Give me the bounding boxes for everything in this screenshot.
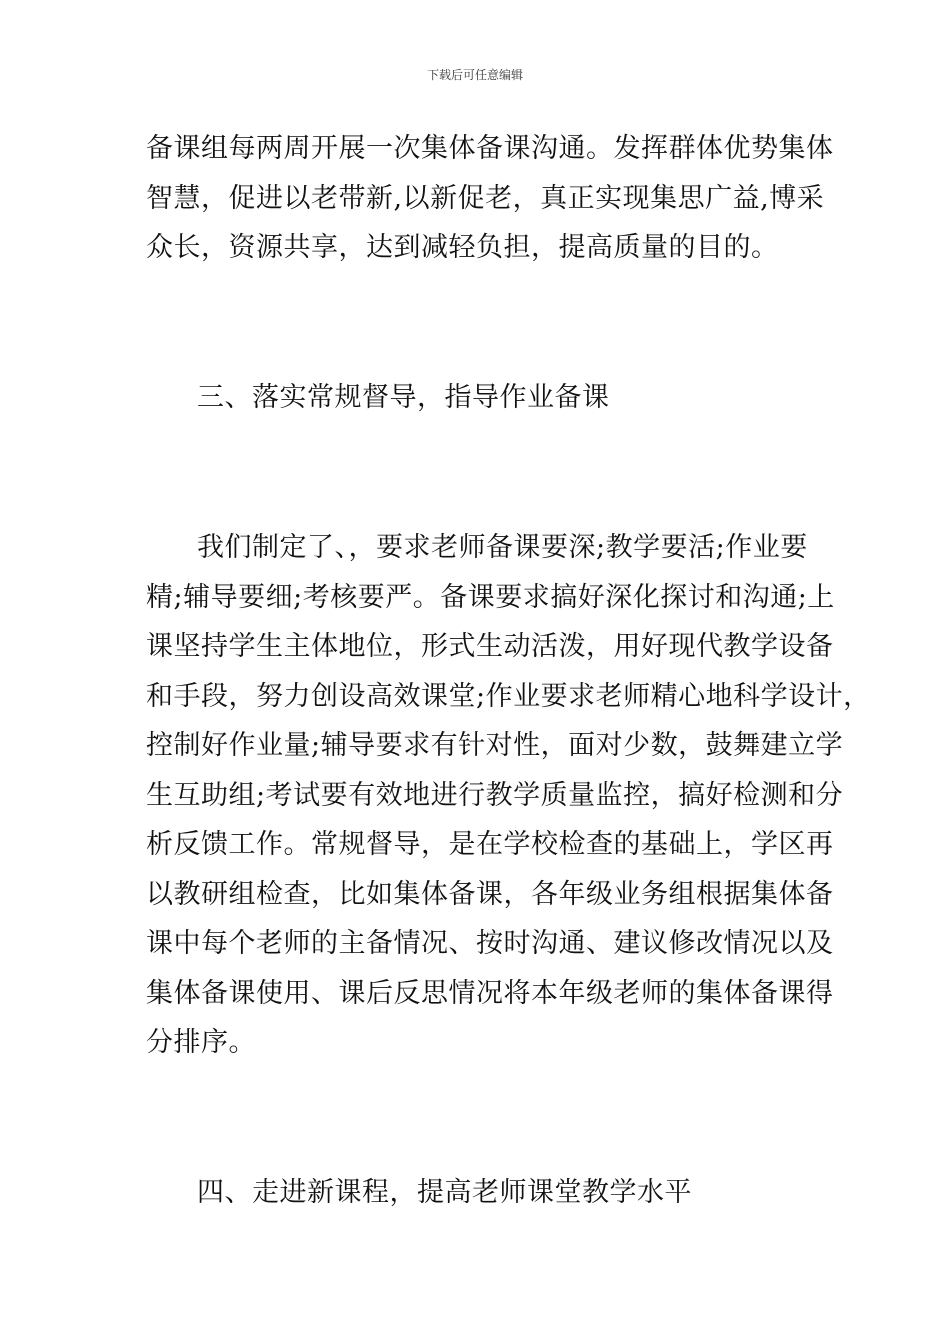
section-heading-3 [146,373,877,423]
heading-text: 四、走进新课程，提高老师课堂教学水平 [197,1177,692,1208]
paragraph-line: 课坚持学生主体地位，形式生动活泼，用好现代教学设备 [146,631,834,662]
paragraph-line: 备课组每两周开展一次集体备课沟通。发挥群体优势集体 [146,133,834,164]
paragraph-line: 课中每个老师的主备情况、按时沟通、建议修改情况以及 [146,928,834,959]
paragraph-line: 智慧，促进以老带新,以新促老，真正实现集思广益,博采 [146,182,825,214]
paragraph-line: 集体备课使用、课后反思情况将本年级老师的集体备课得 [146,977,834,1009]
paragraph-1 [146,124,834,273]
paragraph-line: 精;辅导要细;考核要严。备课要求搞好深化探讨和沟通;上 [146,581,835,613]
paragraph-line: 和手段，努力创设高效课堂;作业要求老师精心地科学设计， [146,680,871,712]
section-heading-4 [146,1168,877,1218]
paragraph-line: 析反馈工作。常规督导，是在学校检查的基础上，学区再 [146,829,834,860]
heading-text: 三、落实常规督导，指导作业备课 [197,382,610,413]
paragraph-2 [146,523,871,1068]
paragraph-line: 分排序。 [146,1027,256,1058]
paragraph-line: 控制好作业量;辅导要求有针对性，面对少数，鼓舞建立学 [146,730,844,761]
page-header-note: 下载后可任意编辑 [426,68,523,82]
paragraph-line: 生互助组;考试要有效地进行教学质量监控，搞好检测和分 [146,779,844,811]
paragraph-line: 众长，资源共享，达到减轻负担，提高质量的目的。 [146,232,779,263]
paragraph-line: 我们制定了、，要求老师备课要深;教学要活;作业要 [197,532,808,563]
paragraph-line: 以教研组检查，比如集体备课，各年级业务组根据集体备 [146,878,834,910]
